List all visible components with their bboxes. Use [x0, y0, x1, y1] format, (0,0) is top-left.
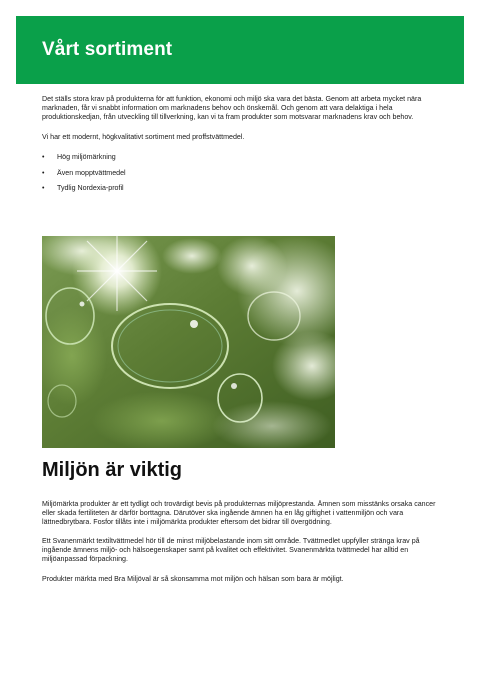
list-item [42, 153, 444, 162]
bubbles-photo [42, 236, 335, 448]
page-title: Vårt sortiment [42, 39, 173, 60]
feature-list [42, 153, 444, 193]
intro-section [42, 95, 444, 200]
list-item-label: Tydlig Nordexia-profil [57, 184, 124, 193]
bullet-icon: • [42, 185, 45, 193]
section-paragraph: Miljömärkta produkter är ett tydligt och trovärdigt bevis på produkternas miljöprestanda. Ämnen som misstänks orsaka cancer eller skada fertiliteten är därför borttagna. Därutöver ska ingående ämnen ha en låg giftighet i vattenmiljön och vara lättnedbrytbara. Fosfor tillåts inte i miljömärkta produkter eftersom det bidrar till övergödning. [42, 500, 436, 527]
bullet-icon: • [42, 169, 45, 177]
section-heading: Miljön är viktig [42, 459, 183, 481]
environment-section [42, 459, 444, 584]
list-item-label: Hög miljömärkning [57, 153, 116, 162]
section-paragraph: Ett Svanenmärkt textiltvättmedel hör till de minst miljöbelastande inom sitt område. Tvättmedlet uppfyller stränga krav på ingående ämnens miljö- och hälsoegenskaper samt på kvalitet och effektivitet. Svanenmärkta tvättmedel har alltid en miljöanpassad förpackning. [42, 537, 420, 564]
list-item [42, 184, 444, 193]
list-item [42, 169, 444, 178]
section-paragraph: Produkter märkta med Bra Miljöval är så skonsamma mot miljön och hälsan som bara är möjligt. [42, 574, 344, 583]
list-item-label: Även mopptvättmedel [57, 168, 126, 177]
header-banner [16, 16, 464, 84]
bullet-icon: • [42, 154, 45, 162]
intro-paragraph: Det ställs stora krav på produkterna för att funktion, ekonomi och miljö ska vara det bästa. Genom att arbeta mycket nära marknaden, får vi snabbt information om marknadens behov och önskemål. Och genom att vara delaktiga i hela produktionskedjan, från utveckling till tillverkning, kan vi ta fram produkter som motsvarar marknadens krav och behov. [42, 95, 422, 122]
intro-summary: Vi har ett modernt, högkvalitativt sortiment med proffstvättmedel. [42, 133, 245, 142]
